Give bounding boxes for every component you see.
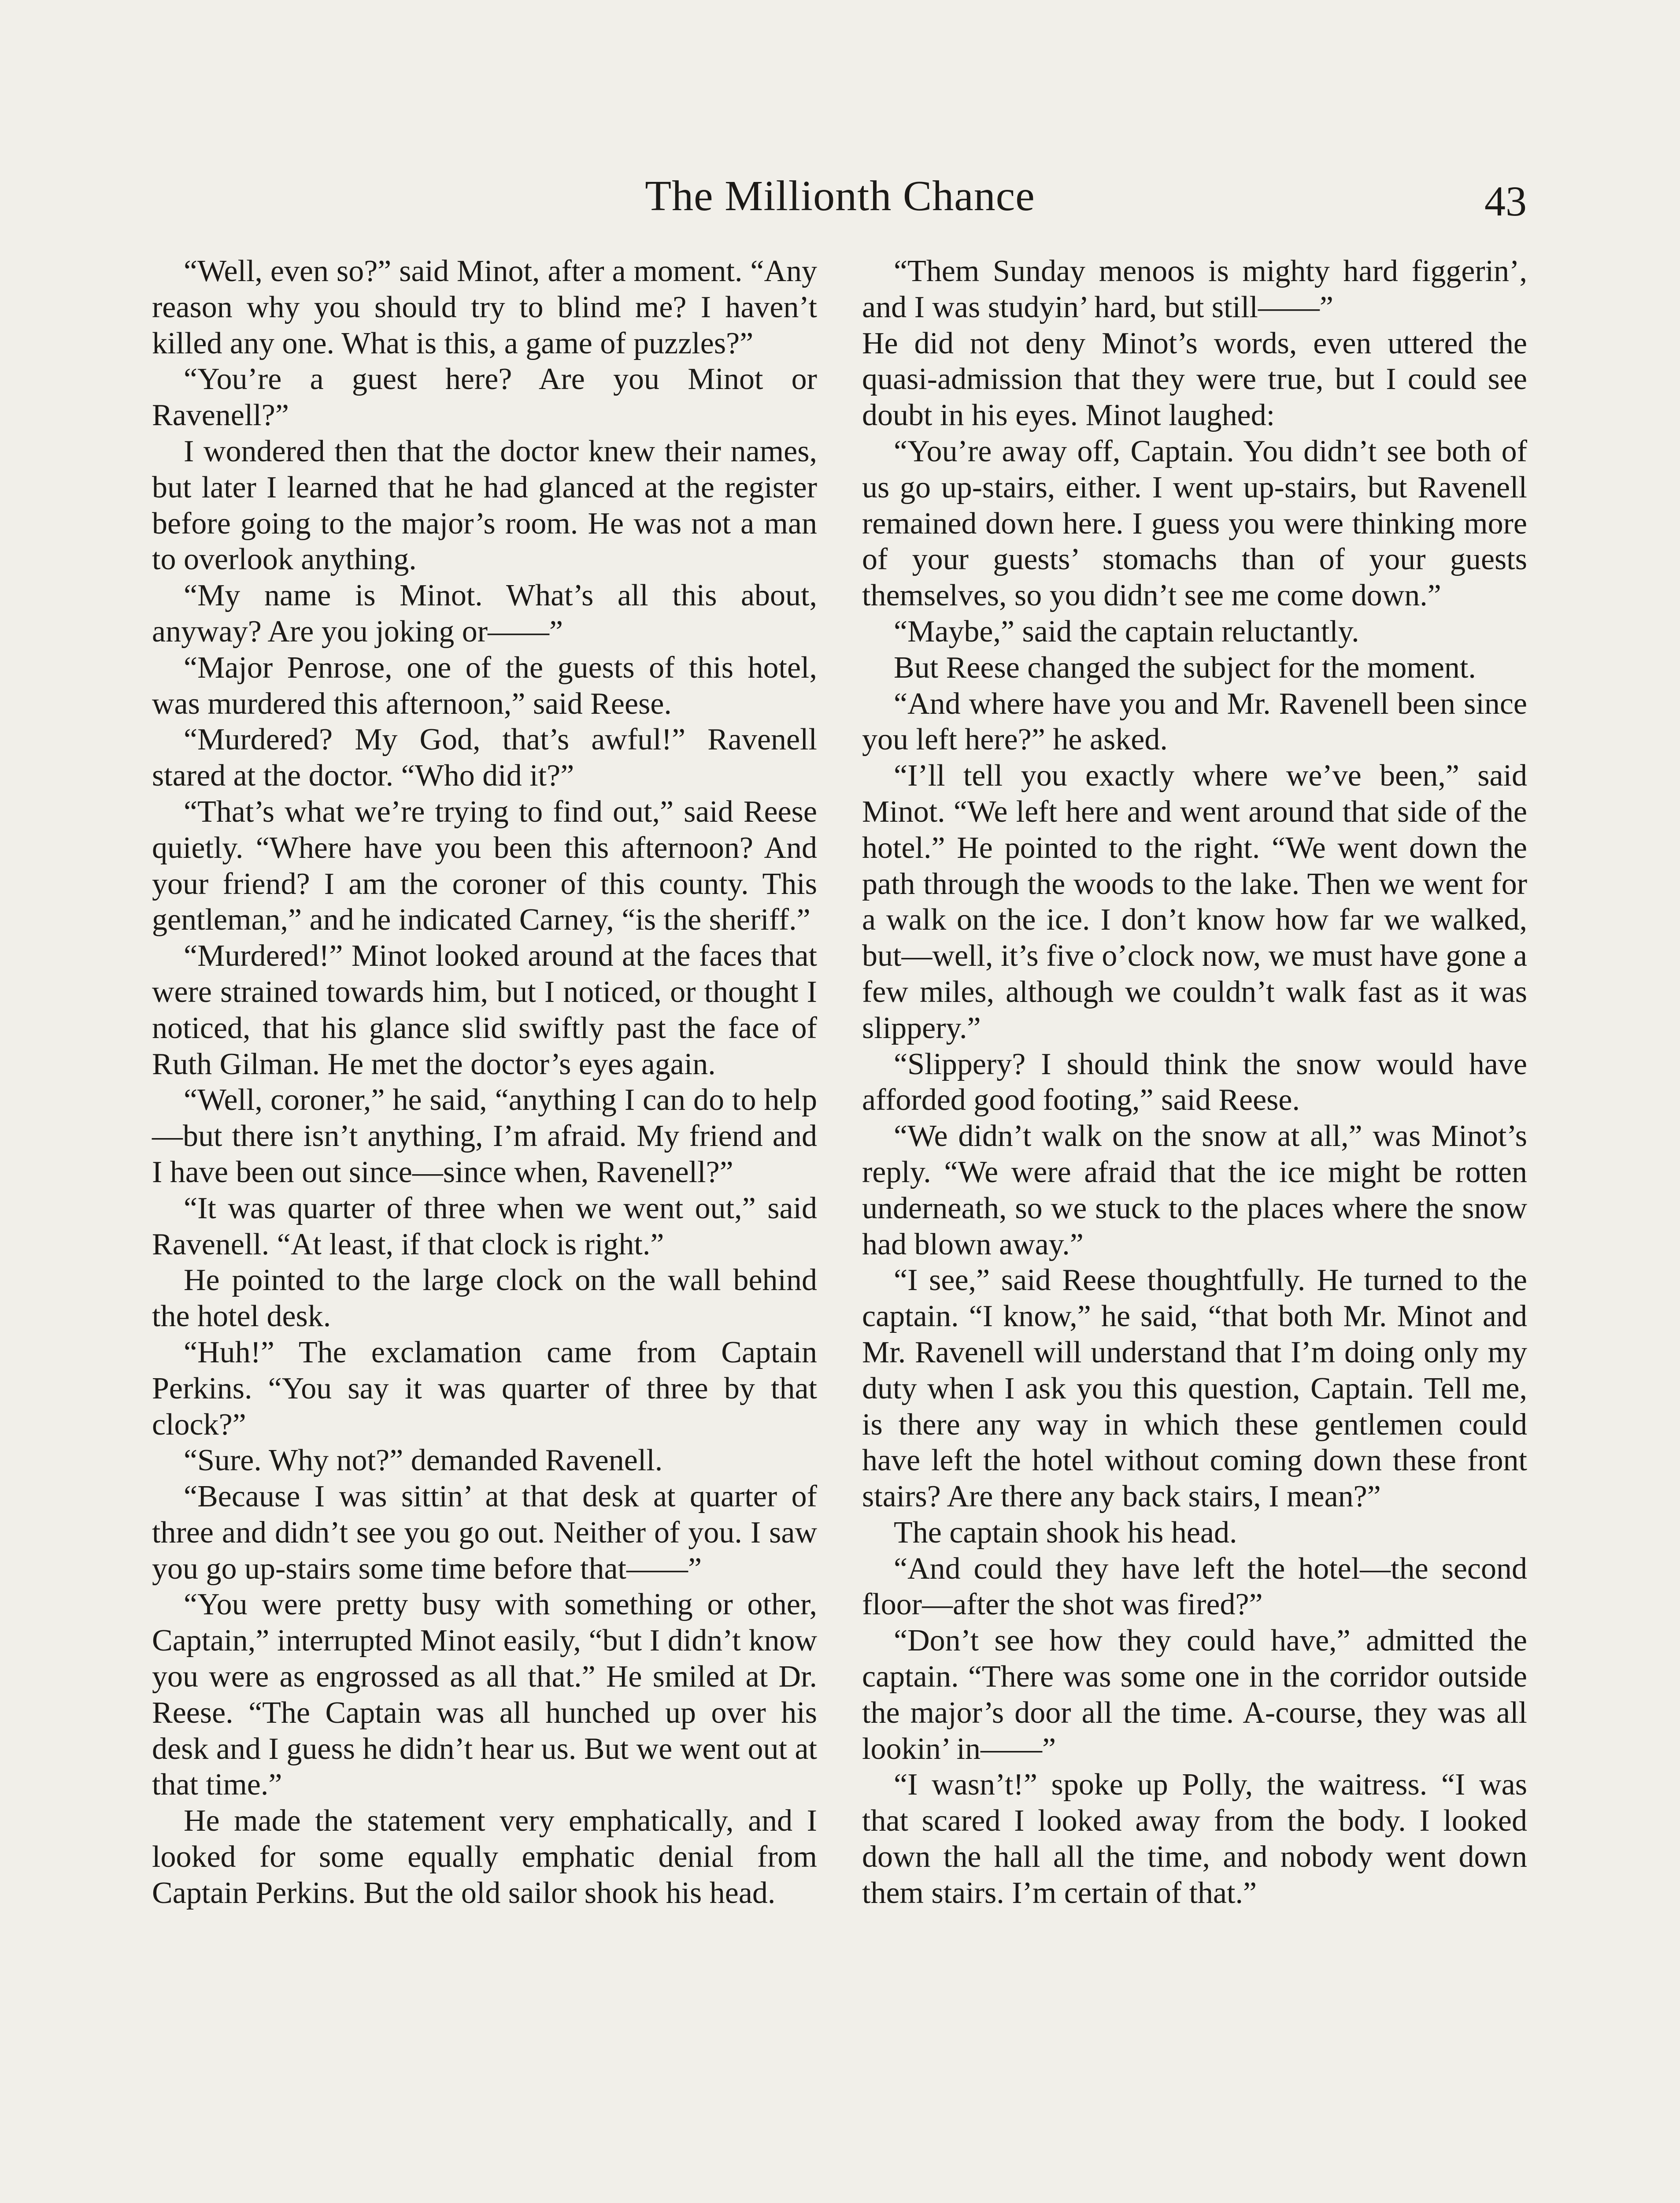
paragraph: “We didn’t walk on the snow at all,” was Minot’s reply. “We were afraid that the ice might be rotten underneath, so we stuck to the places where the snow had blown away.” [862, 1119, 1527, 1261]
paragraph: “Maybe,” said the captain reluctantly. [894, 614, 1359, 649]
paragraph: “And could they have left the hotel—the second floor—after the shot was fired?” [862, 1551, 1527, 1622]
paragraph: “Because I was sittin’ at that desk at quarter of three and didn’t see you go out. Neither of you. I saw you go up-stairs some time before that——” [152, 1480, 817, 1586]
paragraph: “Well, even so?” said Minot, after a moment. “Any reason why you should try to blind me? I haven’t killed any one. What is this, a game of puzzles?” [152, 254, 817, 360]
paragraph: “Huh!” The exclamation came from Captain Perkins. “You say it was quarter of three by that clock?” [152, 1335, 817, 1442]
paragraph: I wondered then that the doctor knew their names, but later I learned that he had glanced at the register before going to the major’s room. He was not a man to overlook anything. [152, 434, 817, 577]
paragraph: “Sure. Why not?” demanded Ravenell. [184, 1443, 663, 1478]
paragraph: He pointed to the large clock on the wall behind the hotel desk. [152, 1263, 817, 1334]
paragraph: “That’s what we’re trying to find out,” said Reese quietly. “Where have you been this afternoon? And your friend? I am the coroner of this county. This gentleman,” and he indicated Carney, “is the sheriff.” [152, 794, 817, 937]
left-column [152, 253, 817, 1911]
paragraph: “My name is Minot. What’s all this about, anyway? Are you joking or——” [152, 579, 817, 649]
paragraph: “Slippery? I should think the snow would have afforded good footing,” said Reese. [862, 1047, 1527, 1117]
paragraph: “I’ll tell you exactly where we’ve been,” said Minot. “We left here and went around that side of the hotel.” He pointed to the right. “We went down the path through the woods to the lake. Then we went for a walk on the ice. I don’t know how far we walked, but—well, it’s five o’clock now, we must have gone a few miles, although we couldn’t walk fast as it was slippery.” [862, 759, 1527, 1045]
page-header [0, 167, 1680, 225]
paragraph-continued: “Them Sunday menoos is mighty hard figgerin’, and I was studyin’ hard, but still——” [862, 254, 1527, 324]
paragraph: “You’re a guest here? Are you Minot or Ravenell?” [152, 362, 817, 433]
paragraph: He did not deny Minot’s words, even uttered the quasi-admission that they were true, but I could see doubt in his eyes. Minot laughed: [862, 326, 1527, 433]
paragraph: “I see,” said Reese thoughtfully. He turned to the captain. “I know,” he said, “that both Mr. Minot and Mr. Ravenell will understand that I’m doing only my duty when I ask you this question, Captain. Tell me, is there any way in which these gentlemen could have left the hotel without coming down these front stairs? Are there any back stairs, I mean?” [862, 1263, 1527, 1514]
paragraph: “I wasn’t!” spoke up Polly, the waitress. “I was that scared I looked away from the body. I looked down the hall all the time, and nobody went down them stairs. I’m certain of that.” [862, 1768, 1527, 1910]
paragraph: “Well, coroner,” he said, “anything I can do to help—but there isn’t anything, I’m afraid. My friend and I have been out since—since when, Ravenell?” [152, 1083, 817, 1189]
paragraph: “And where have you and Mr. Ravenell been since you left here?” he asked. [862, 686, 1527, 757]
running-title: The Millionth Chance [645, 172, 1035, 220]
page-number: 43 [1484, 178, 1527, 225]
paragraph: He made the statement very emphatically, and I looked for some equally emphatic denial from Captain Perkins. But the old sailor shook his head. [152, 1804, 817, 1910]
paragraph: “It was quarter of three when we went out,” said Ravenell. “At least, if that clock is right.” [152, 1191, 817, 1261]
paragraph: “You were pretty busy with something or other, Captain,” interrupted Minot easily, “but I didn’t know you were as engrossed as all that.” He smiled at Dr. Reese. “The Captain was all hunched up over his desk and I guess he didn’t hear us. But we went out at that time.” [152, 1587, 817, 1802]
paragraph: “Don’t see how they could have,” admitted the captain. “There was some one in the corridor outside the major’s door all the time. A-course, they was all lookin’ in——” [862, 1624, 1527, 1766]
paragraph: “You’re away off, Captain. You didn’t see both of us go up-stairs, either. I went up-stairs, but Ravenell remained down here. I guess you were thinking more of your guests’ stomachs than of your guests themselves, so you didn’t see me come down.” [862, 434, 1527, 613]
paragraph: “Murdered? My God, that’s awful!” Ravenell stared at the doctor. “Who did it?” [152, 723, 817, 793]
right-column [862, 253, 1527, 1911]
paragraph: “Major Penrose, one of the guests of this hotel, was murdered this afternoon,” said Reese. [152, 650, 817, 721]
paragraph: “Murdered!” Minot looked around at the faces that were strained towards him, but I noticed, or thought I noticed, that his glance slid swiftly past the face of Ruth Gilman. He met the doctor’s eyes again. [152, 939, 817, 1081]
paragraph: But Reese changed the subject for the moment. [894, 650, 1476, 685]
paragraph: The captain shook his head. [894, 1515, 1237, 1550]
